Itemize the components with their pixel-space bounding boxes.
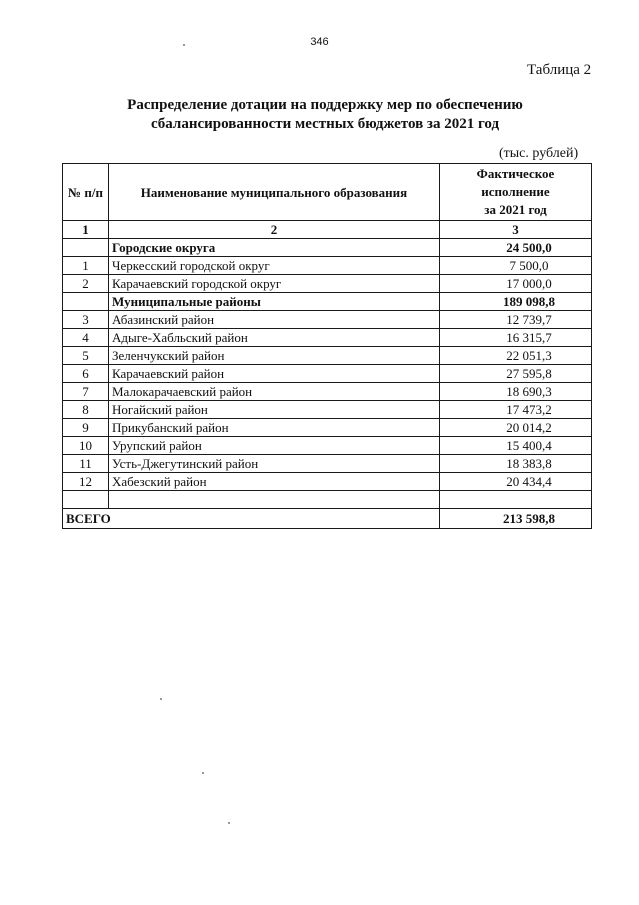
group-row	[63, 239, 592, 257]
row-index: 6	[63, 365, 109, 383]
execution-value: 16 315,7	[440, 329, 592, 347]
row-index: 11	[63, 455, 109, 473]
municipality-name: Черкесский городской округ	[109, 257, 440, 275]
municipality-name: Адыге-Хабльский район	[109, 329, 440, 347]
group-name: Городские округа	[109, 239, 440, 257]
total-label: ВСЕГО	[63, 509, 440, 529]
execution-value: 15 400,4	[440, 437, 592, 455]
row-index: 5	[63, 347, 109, 365]
row-index: 3	[63, 311, 109, 329]
empty-cell	[63, 491, 109, 509]
header-number: № п/п	[63, 164, 109, 221]
municipality-name: Карачаевский городской округ	[109, 275, 440, 293]
empty-cell	[440, 491, 592, 509]
execution-value: 22 051,3	[440, 347, 592, 365]
title-line-1: Распределение дотации на поддержку мер по обеспечению	[127, 97, 523, 113]
row-index: 4	[63, 329, 109, 347]
municipality-name: Урупский район	[109, 437, 440, 455]
header-actual-execution	[440, 164, 592, 221]
execution-value: 18 690,3	[440, 383, 592, 401]
row-index: 1	[63, 257, 109, 275]
page-number: 346	[310, 36, 329, 48]
table-row	[63, 329, 592, 347]
subsidy-table	[62, 163, 592, 529]
total-row	[63, 509, 592, 529]
title-line-2: сбалансированности местных бюджетов за 2021 год	[150, 116, 500, 132]
table-row	[63, 347, 592, 365]
table-row	[63, 455, 592, 473]
empty-row	[63, 491, 592, 509]
execution-value: 20 014,2	[440, 419, 592, 437]
scan-speck	[202, 772, 204, 774]
scan-speck	[228, 822, 230, 824]
header-value-line-2: исполнение	[481, 184, 550, 199]
municipality-name: Усть-Джегутинский район	[109, 455, 440, 473]
total-value: 213 598,8	[440, 509, 592, 529]
municipality-name: Хабезский район	[109, 473, 440, 491]
header-value-line-3: за 2021 год	[484, 202, 547, 217]
header-value-line-1: Фактическое	[476, 166, 555, 181]
table-body	[63, 239, 592, 491]
table-row	[63, 257, 592, 275]
scan-speck	[160, 698, 162, 700]
row-index: 12	[63, 473, 109, 491]
document-title	[90, 96, 560, 134]
municipality-name: Ногайский район	[109, 401, 440, 419]
table-row	[63, 473, 592, 491]
column-numbers-row	[63, 221, 592, 239]
group-total: 189 098,8	[440, 293, 592, 311]
row-index: 10	[63, 437, 109, 455]
table-row	[63, 383, 592, 401]
table-row	[63, 419, 592, 437]
municipality-name: Карачаевский район	[109, 365, 440, 383]
group-index-cell	[63, 239, 109, 257]
execution-value: 17 000,0	[440, 275, 592, 293]
execution-value: 27 595,8	[440, 365, 592, 383]
execution-value: 12 739,7	[440, 311, 592, 329]
execution-value: 20 434,4	[440, 473, 592, 491]
municipality-name: Зеленчукский район	[109, 347, 440, 365]
municipality-name: Малокарачаевский район	[109, 383, 440, 401]
column-number: 1	[63, 221, 109, 239]
table-label: Таблица 2	[527, 62, 592, 78]
group-name: Муниципальные районы	[109, 293, 440, 311]
group-index-cell	[63, 293, 109, 311]
municipality-name: Абазинский район	[109, 311, 440, 329]
municipality-name: Прикубанский район	[109, 419, 440, 437]
row-index: 8	[63, 401, 109, 419]
group-row	[63, 293, 592, 311]
execution-value: 17 473,2	[440, 401, 592, 419]
empty-cell	[109, 491, 440, 509]
table-row	[63, 365, 592, 383]
execution-value: 7 500,0	[440, 257, 592, 275]
table-header-row	[63, 164, 592, 221]
table-row	[63, 275, 592, 293]
column-number: 2	[109, 221, 440, 239]
units-label: (тыс. рублей)	[499, 146, 579, 161]
header-municipality: Наименование муниципального образования	[109, 164, 440, 221]
table-row	[63, 401, 592, 419]
row-index: 7	[63, 383, 109, 401]
table-row	[63, 437, 592, 455]
scan-speck	[183, 44, 185, 46]
row-index: 2	[63, 275, 109, 293]
group-total: 24 500,0	[440, 239, 592, 257]
execution-value: 18 383,8	[440, 455, 592, 473]
row-index: 9	[63, 419, 109, 437]
table-row	[63, 311, 592, 329]
column-number: 3	[440, 221, 592, 239]
